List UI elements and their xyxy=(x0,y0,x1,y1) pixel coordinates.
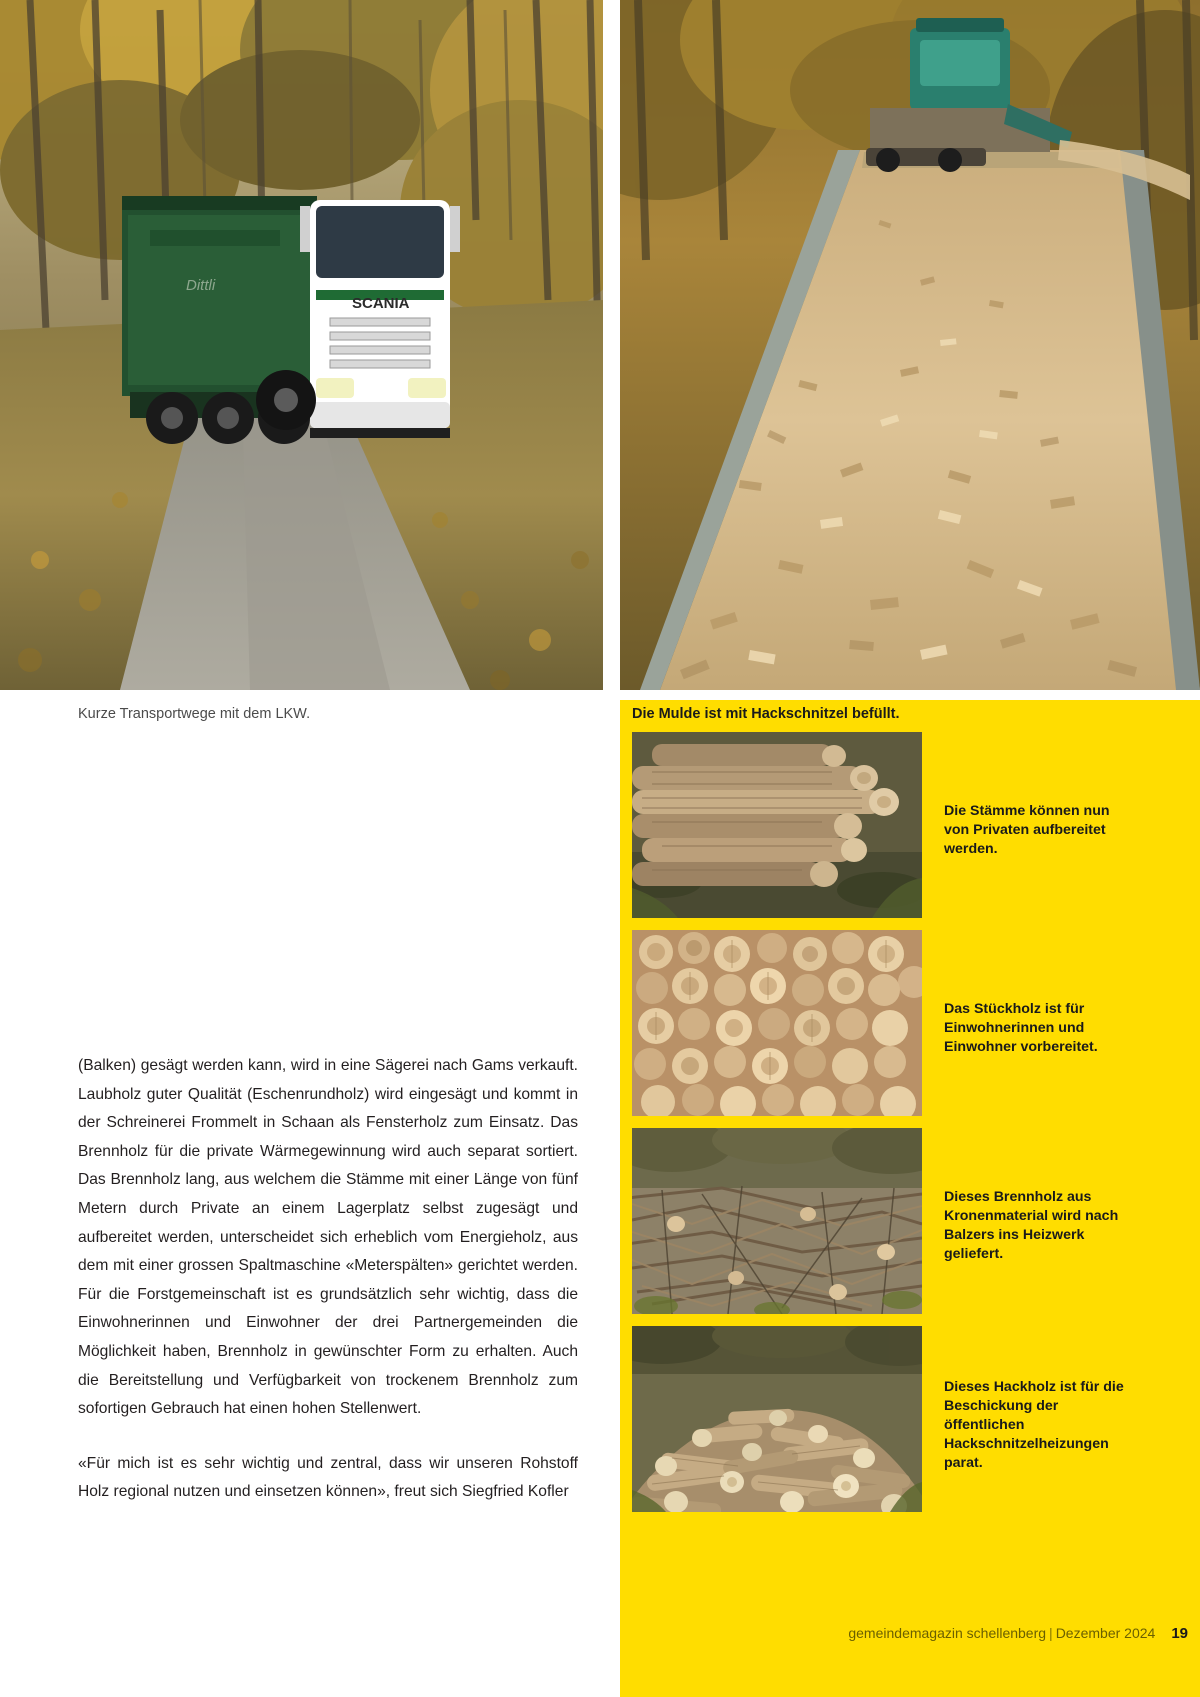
caption-chip-photo: Die Mulde ist mit Hackschnitzel befüllt. xyxy=(632,706,900,722)
footer-separator: | xyxy=(1049,1625,1053,1641)
caption-brushwood: Dieses Brennholz aus Kronenmaterial wird nach Balzers ins Heizwerk geliefert. xyxy=(944,1189,1119,1262)
svg-text:Dittli: Dittli xyxy=(186,277,216,294)
article-paragraph-2: «Für mich ist es sehr wichtig und zentral, dass wir unseren Rohstoff Holz regional nutzen und einsetzen können», freut sich Siegfried Kofler xyxy=(78,1454,578,1501)
split-firewood-stack-photo xyxy=(632,930,922,1116)
thumbnail-row-1 xyxy=(632,732,1188,918)
article-body xyxy=(78,1052,578,1507)
forest-road-truck-artwork xyxy=(0,0,603,690)
wood-chip-trailer-photo xyxy=(620,0,1200,690)
page-footer xyxy=(632,1625,1188,1642)
footer-issue: Dezember 2024 xyxy=(1055,1625,1156,1641)
footer-magazine-name: gemeindemagazin schellenberg xyxy=(848,1625,1047,1641)
chipping-wood-pile-photo xyxy=(632,1326,922,1512)
thumbnail-row-4 xyxy=(632,1326,1188,1512)
caption-split-firewood: Das Stückholz ist für Einwohnerinnen und Einwohner vorbereitet. xyxy=(944,1001,1098,1055)
caption-truck-photo: Kurze Transportwege mit dem LKW. xyxy=(78,706,311,722)
thumbnail-row-3 xyxy=(632,1128,1188,1314)
caption-log-pile: Die Stämme können nun von Privaten aufbereitet werden. xyxy=(944,803,1110,857)
thumbnail-row-2 xyxy=(632,930,1188,1116)
forest-road-truck-photo xyxy=(0,0,603,690)
log-pile-photo xyxy=(632,732,922,918)
brushwood-artwork xyxy=(632,1128,922,1314)
crown-material-brushwood-photo xyxy=(632,1128,922,1314)
article-paragraph-1: (Balken) gesägt werden kann, wird in eine Sägerei nach Gams verkauft. Laubholz guter Qualität (Eschenrundholz) wird eingesägt und kommt in der Schreinerei Frommelt in Schaan als Fensterholz zum Einsatz. Das Brennholz für die private Wärmegewinnung wird auch separat sortiert. Das Brennholz lang, aus welchem die Stämme mit einer Länge von fünf Metern durch Private an einem Lagerplatz selbst zugesägt und aufbereitet werden, unterscheidet sich erheblich vom Energieholz, aus dem mit einer grossen Spaltmaschine «Meterspälten» gerichtet werden. Für die Forstgemeinschaft ist es grundsätzlich sehr wichtig, dass die Einwohnerinnen und Einwohner der drei Partnergemeinden die Möglichkeit haben, Brennholz in gewünschter Form zu erhalten. Auch die Bereitstellung und Verfügbarkeit von trockenem Brennholz zum sofortigen Gebrauch hat einen hohen Stellenwert. xyxy=(78,1057,578,1418)
footer-page-number: 19 xyxy=(1171,1625,1188,1642)
caption-chipping-wood: Dieses Hackholz ist für die Beschickung der öffentlichen Hackschnitzelheizungen parat. xyxy=(944,1379,1124,1471)
svg-text:SCANIA: SCANIA xyxy=(352,295,410,312)
chipping-wood-pile-artwork xyxy=(632,1326,922,1512)
split-firewood-artwork xyxy=(632,930,922,1116)
wood-chip-trailer-artwork xyxy=(620,0,1200,690)
log-pile-artwork xyxy=(632,732,922,918)
